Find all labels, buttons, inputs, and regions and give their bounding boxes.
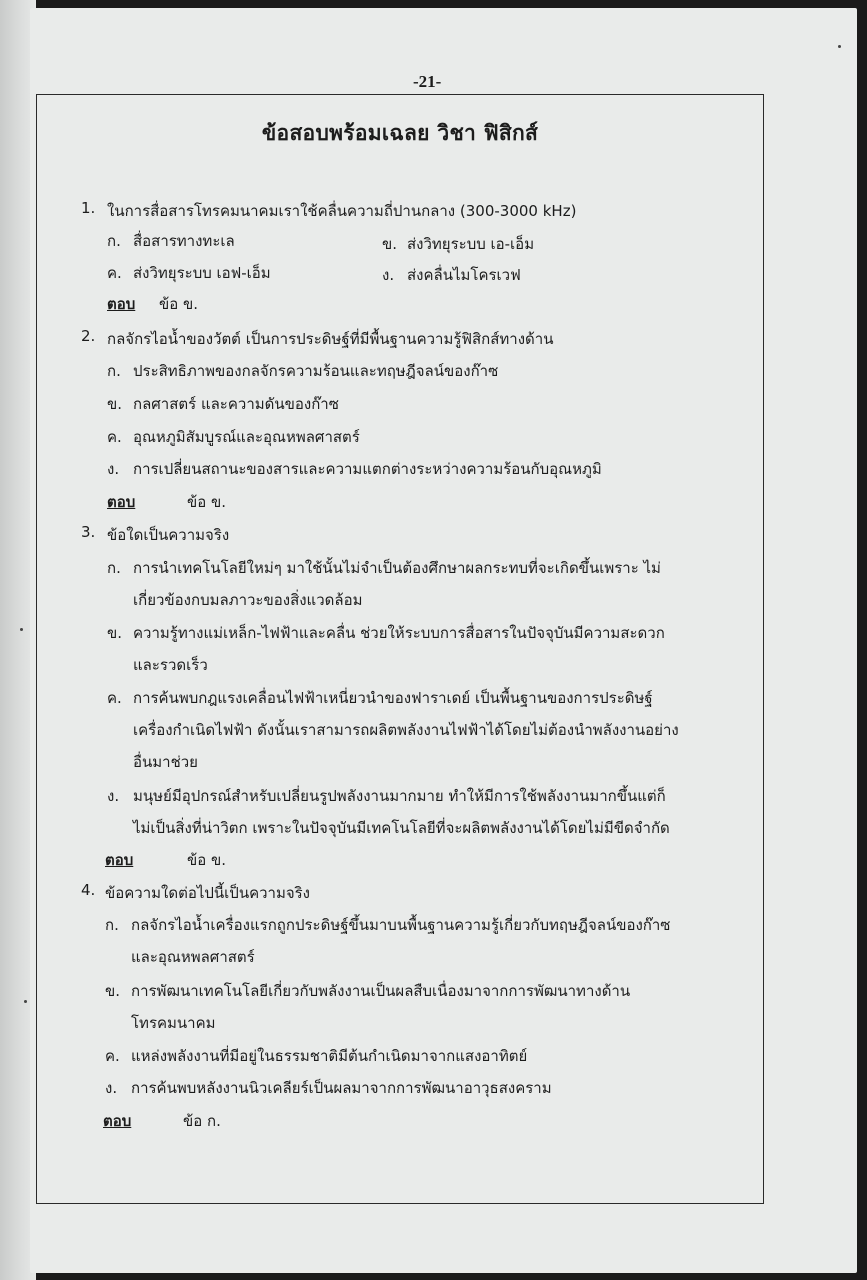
page-number: -21- xyxy=(413,72,442,91)
question-3-choice-b-line-2: และรวดเร็ว xyxy=(133,656,208,674)
question-1-choice-a: สื่อสารทางทะเล xyxy=(133,232,235,250)
question-4-choice-d-label: ง. xyxy=(105,1079,118,1097)
question-2-answer-label: ตอบ xyxy=(107,493,136,511)
question-3-choice-a-label: ก. xyxy=(107,559,121,577)
question-4-choice-b-line-2: โทรคมนาคม xyxy=(131,1014,216,1032)
question-1-choice-d-label: ง. xyxy=(382,266,395,284)
page-title: ข้อสอบพร้อมเฉลย วิชา ฟิสิกส์ xyxy=(261,121,539,145)
question-1-number: 1. xyxy=(81,199,96,217)
question-4-choice-b-line-1: การพัฒนาเทคโนโลยีเกี่ยวกับพลังงานเป็นผลสืบเนื่องมาจากการพัฒนาทางด้าน xyxy=(131,982,631,1000)
question-3-number: 3. xyxy=(81,523,96,541)
question-3-answer-label: ตอบ xyxy=(105,851,134,869)
question-3-choice-b-line-1: ความรู้ทางแม่เหล็ก-ไฟฟ้าและคลื่น ช่วยให้ระบบการสื่อสารในปัจจุบันมีความสะดวก xyxy=(133,624,665,642)
question-1-choice-b-label: ข. xyxy=(382,235,398,253)
question-4-choice-a-line-1: กลจักรไอน้ำเครื่องแรกถูกประดิษฐ์ขึ้นมาบนพื้นฐานความรู้เกี่ยวกับทฤษฎีจลน์ของก๊าซ xyxy=(131,916,671,934)
question-2-choice-a-label: ก. xyxy=(107,362,121,380)
question-4-choice-c-label: ค. xyxy=(105,1047,120,1065)
question-1-choice-a-label: ก. xyxy=(107,232,121,250)
question-4-answer: ข้อ ก. xyxy=(183,1112,221,1130)
question-2-choice-a: ประสิทธิภาพของกลจักรความร้อนและทฤษฎีจลน์ของก๊าซ xyxy=(133,362,499,380)
question-3-answer: ข้อ ข. xyxy=(187,851,227,869)
question-4-choice-d-line-1: การค้นพบหลังงานนิวเคลียร์เป็นผลมาจากการพัฒนาอาวุธสงคราม xyxy=(131,1079,552,1097)
question-2-stem: กลจักรไอน้ำของวัตต์ เป็นการประดิษฐ์ที่มีพื้นฐานความรู้ฟิสิกส์ทางด้าน xyxy=(107,330,554,348)
question-1-choice-b: ส่งวิทยุระบบ เอ-เอ็ม xyxy=(407,235,535,253)
question-2-choice-d: การเปลี่ยนสถานะของสารและความแตกต่างระหว่างความร้อนกับอุณหภูมิ xyxy=(133,460,602,478)
question-2-choice-c: อุณหภูมิสัมบูรณ์และอุณหพลศาสตร์ xyxy=(133,428,360,446)
question-3-choice-c-line-2: เครื่องกำเนิดไฟฟ้า ดังนั้นเราสามารถผลิตพลังงานไฟฟ้าได้โดยไม่ต้องนำพลังงานอย่าง xyxy=(133,721,679,739)
question-3-choice-c-line-1: การค้นพบกฎแรงเคลื่อนไฟฟ้าเหนี่ยวนำของฟาราเดย์ เป็นพื้นฐานของการประดิษฐ์ xyxy=(133,689,653,707)
question-3-choice-a-line-1: การนำเทคโนโลยีใหม่ๆ มาใช้นั้นไม่จำเป็นต้องศึกษาผลกระทบที่จะเกิดขึ้นเพราะ ไม่ xyxy=(133,559,661,577)
question-3-choice-d-line-2: ไม่เป็นสิ่งที่น่าวิตก เพราะในปัจจุบันมีเทคโนโลยีที่จะผลิตพลังงานได้โดยไม่มีขีดจำกัด xyxy=(133,819,670,837)
scan-speck xyxy=(838,45,841,48)
question-2-number: 2. xyxy=(81,327,96,345)
question-1-answer: ข้อ ข. xyxy=(159,295,199,313)
question-3-choice-d-label: ง. xyxy=(107,787,120,805)
question-4-choice-c-line-1: แหล่งพลังงานที่มีอยู่ในธรรมชาติมีต้นกำเนิดมาจากแสงอาทิตย์ xyxy=(131,1047,528,1065)
question-3-choice-a-line-2: เกี่ยวข้องกบมลภาวะของสิ่งแวดล้อม xyxy=(133,591,363,609)
question-1-choice-c-label: ค. xyxy=(107,264,122,282)
question-3-choice-b-label: ข. xyxy=(107,624,123,642)
question-2-choice-c-label: ค. xyxy=(107,428,122,446)
question-3-choice-d-line-1: มนุษย์มีอุปกรณ์สำหรับเปลี่ยนรูปพลังงานมากมาย ทำให้มีการใช้พลังงานมากขึ้นแต่ก็ xyxy=(133,787,666,805)
question-3-choice-c-line-3: อื่นมาช่วย xyxy=(133,753,198,771)
question-2-answer: ข้อ ข. xyxy=(187,493,227,511)
scan-speck xyxy=(24,1000,27,1003)
question-4-choice-b-label: ข. xyxy=(105,982,121,1000)
scan-speck xyxy=(20,628,23,631)
question-2-choice-d-label: ง. xyxy=(107,460,120,478)
question-4-stem: ข้อความใดต่อไปนี้เป็นความจริง xyxy=(105,884,311,902)
content-frame xyxy=(36,94,764,1204)
question-4-choice-a-label: ก. xyxy=(105,916,119,934)
question-1-choice-c: ส่งวิทยุระบบ เอฟ-เอ็ม xyxy=(133,264,271,282)
question-4-number: 4. xyxy=(81,881,96,899)
question-2-choice-b-label: ข. xyxy=(107,395,123,413)
question-4-choice-a-line-2: และอุณหพลศาสตร์ xyxy=(131,948,255,966)
question-1-answer-label: ตอบ xyxy=(107,295,136,313)
question-2-choice-b: กลศาสตร์ และความดันของก๊าซ xyxy=(133,395,339,413)
question-4-answer-label: ตอบ xyxy=(103,1112,132,1130)
question-3-choice-c-label: ค. xyxy=(107,689,122,707)
question-3-stem: ข้อใดเป็นความจริง xyxy=(107,526,230,544)
question-1-stem: ในการสื่อสารโทรคมนาคมเราใช้คลื่นความถี่ปานกลาง (300-3000 kHz) xyxy=(107,202,577,220)
question-1-choice-d: ส่งคลื่นไมโครเวฟ xyxy=(407,266,521,284)
